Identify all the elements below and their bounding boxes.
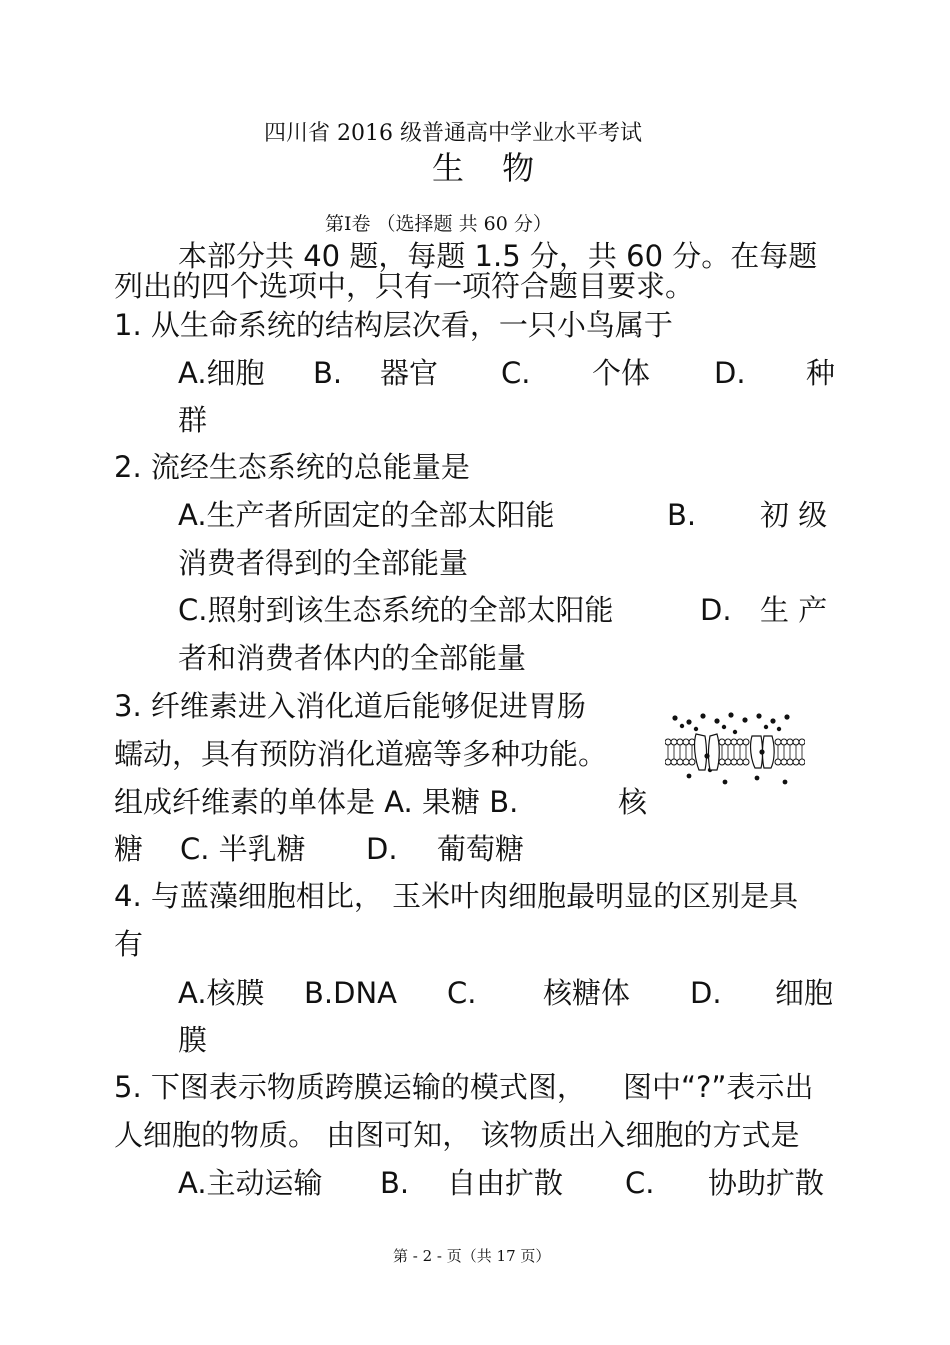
question-4-stem-line-2: 有 xyxy=(114,927,144,961)
question-1-option-c-text: 个体 xyxy=(592,356,651,390)
question-3-option-d-letter: D. xyxy=(366,832,398,866)
question-5-option-b-text: 自由扩散 xyxy=(447,1166,564,1200)
question-1-option-b-letter: B. xyxy=(313,356,343,390)
question-2-option-d-letter: D. xyxy=(700,593,732,627)
question-5-option-a: A.主动运输 xyxy=(178,1166,323,1200)
question-5-option-b-letter: B. xyxy=(380,1166,410,1200)
question-3-stem-line-2: 蠕动，具有预防消化道癌等多种功能。 xyxy=(114,737,608,771)
question-2-option-d-cont: 者和消费者体内的全部能量 xyxy=(178,641,527,675)
question-3-stem-line-3: 组成纤维素的单体是 A. 果糖 B. xyxy=(114,785,519,819)
subject-title: 生 物 xyxy=(432,149,549,187)
question-1-option-a: A.细胞 xyxy=(178,356,265,390)
page-footer: 第 - 2 - 页（共 17 页） xyxy=(393,1247,551,1265)
question-1-option-d-letter: D. xyxy=(714,356,746,390)
question-4-option-d-text: 细胞 xyxy=(775,976,834,1010)
question-5-option-c-letter: C. xyxy=(625,1166,655,1200)
question-5-stem-line-1: 5. 下图表示物质跨膜运输的模式图， xyxy=(114,1070,586,1104)
question-2-stem: 2. 流经生态系统的总能量是 xyxy=(114,450,470,484)
question-2-option-d-text: 生 产 xyxy=(760,593,828,627)
question-3-option-d-text: 葡萄糖 xyxy=(437,832,525,866)
question-5-stem-line-2: 人细胞的物质。 由图可知， 该物质出入细胞的方式是 xyxy=(114,1118,800,1152)
question-1-stem: 1. 从生命系统的结构层次看，一只小鸟属于 xyxy=(114,308,673,342)
question-4-stem-line-1: 4. 与蓝藻细胞相比， 玉米叶肉细胞最明显的区别是具 xyxy=(114,879,799,913)
question-4-option-c-text: 核糖体 xyxy=(543,976,631,1010)
question-4-option-c-letter: C. xyxy=(447,976,477,1010)
question-3-stem-line-3-tail: 核 xyxy=(618,785,648,819)
instructions-line-1: 本部分共 40 题，每题 1.5 分，共 60 分。在每题 xyxy=(178,239,818,273)
question-1-option-c-letter: C. xyxy=(501,356,531,390)
question-3-option-c: C. 半乳糖 xyxy=(180,832,306,866)
instructions-line-2: 列出的四个选项中，只有一项符合题目要求。 xyxy=(114,269,695,303)
question-2-option-a: A.生产者所固定的全部太阳能 xyxy=(178,498,555,532)
question-1-option-d-text: 种 xyxy=(806,356,836,390)
question-3-stem-line-1: 3. 纤维素进入消化道后能够促进胃肠 xyxy=(114,689,586,723)
question-2-option-b-text: 初 级 xyxy=(760,498,828,532)
question-2-option-b-cont: 消费者得到的全部能量 xyxy=(178,546,469,580)
question-4-option-d-letter: D. xyxy=(690,976,722,1010)
question-2-option-c: C.照射到该生态系统的全部太阳能 xyxy=(178,593,614,627)
question-1-option-b-text: 器官 xyxy=(380,356,439,390)
exam-title: 四川省 2016 级普通高中学业水平考试 xyxy=(264,121,642,146)
question-4-option-d-cont: 膜 xyxy=(178,1023,208,1057)
question-2-option-b-letter: B. xyxy=(667,498,697,532)
question-1-option-d-text-cont: 群 xyxy=(178,403,208,437)
question-4-option-b: B.DNA xyxy=(304,976,397,1010)
section-label: 第Ⅰ卷 （选择题 共 60 分） xyxy=(325,213,552,235)
question-3-option-b-cont: 糖 xyxy=(114,832,144,866)
question-5-option-c-text: 协助扩散 xyxy=(708,1166,825,1200)
question-4-option-a: A.核膜 xyxy=(178,976,265,1010)
membrane-transport-diagram-icon xyxy=(665,712,805,790)
question-5-stem-line-1-tail: 图中“?”表示出 xyxy=(623,1070,814,1104)
